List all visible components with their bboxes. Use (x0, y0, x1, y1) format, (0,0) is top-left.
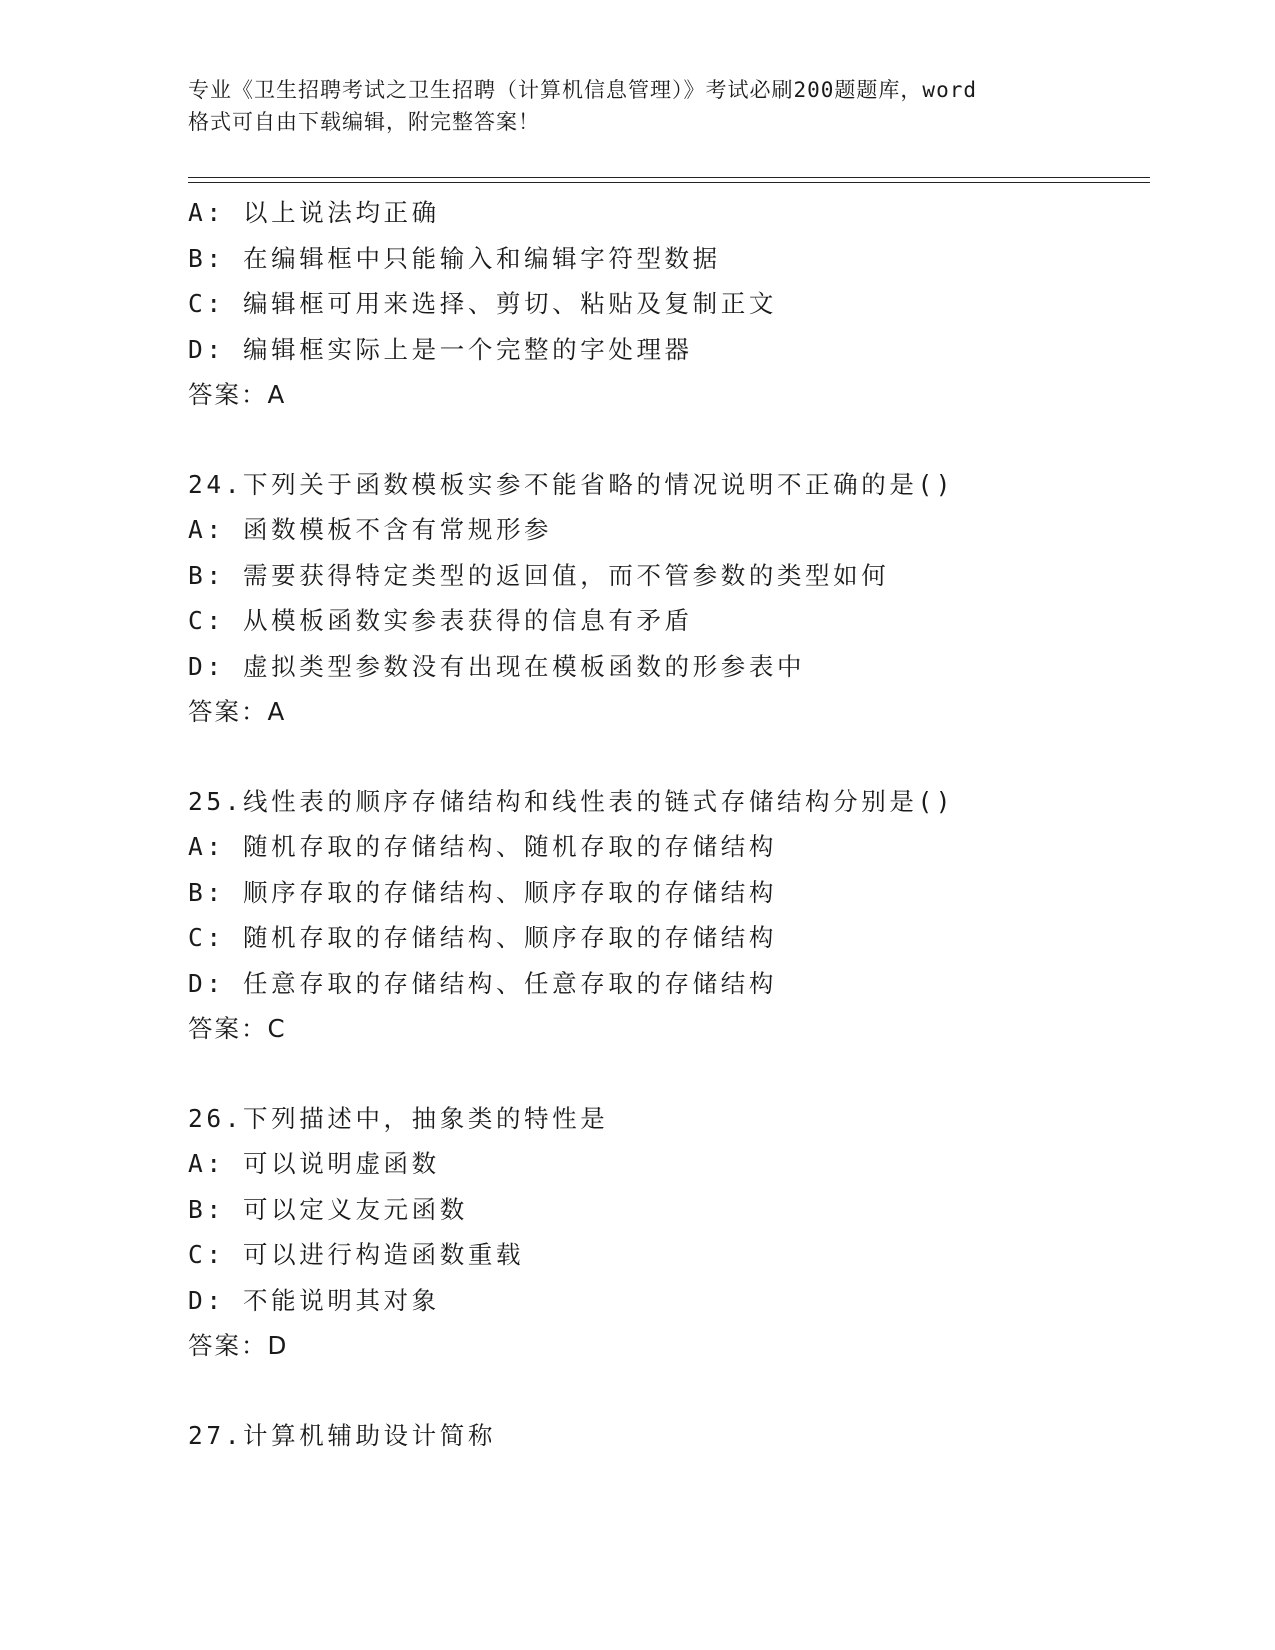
question-block-23 (188, 190, 1150, 418)
document-header (188, 74, 1088, 138)
option-b: B: 需要获得特定类型的返回值，而不管参数的类型如何 (188, 560, 890, 590)
option-a: A: 以上说法均正确 (188, 198, 440, 227)
question-block-26 (188, 1096, 1150, 1369)
option-b: B: 可以定义友元函数 (188, 1194, 468, 1224)
header-divider-bottom (188, 182, 1150, 183)
option-a: A: 随机存取的存储结构、随机存取的存储结构 (188, 832, 777, 861)
header-line-2: 格式可自由下载编辑，附完整答案！ (188, 110, 540, 134)
question-stem: 24.下列关于函数模板实参不能省略的情况说明不正确的是() (188, 469, 955, 499)
answer-line: 答案：A (188, 697, 287, 726)
option-d: D: 虚拟类型参数没有出现在模板函数的形参表中 (188, 651, 806, 681)
spacer (188, 1369, 1150, 1413)
question-block-25 (188, 779, 1150, 1052)
question-stem: 25.线性表的顺序存储结构和线性表的链式存储结构分别是() (188, 786, 955, 816)
option-d: D: 编辑框实际上是一个完整的字处理器 (188, 334, 693, 364)
option-c: C: 从模板函数实参表获得的信息有矛盾 (188, 606, 693, 635)
spacer (188, 735, 1150, 779)
option-c: C: 可以进行构造函数重载 (188, 1240, 525, 1269)
question-block-24 (188, 462, 1150, 735)
question-list (188, 190, 1150, 1458)
header-line-1: 专业《卫生招聘考试之卫生招聘（计算机信息管理）》考试必刷200题题库，word (188, 78, 977, 102)
spacer (188, 418, 1150, 462)
header-divider-top (188, 177, 1150, 178)
question-stem: 26.下列描述中，抽象类的特性是 (188, 1103, 609, 1133)
option-d: D: 不能说明其对象 (188, 1285, 440, 1315)
option-c: C: 随机存取的存储结构、顺序存取的存储结构 (188, 923, 777, 952)
answer-line: 答案：C (188, 1014, 287, 1043)
option-b: B: 顺序存取的存储结构、顺序存取的存储结构 (188, 877, 777, 907)
option-a: A: 可以说明虚函数 (188, 1149, 440, 1178)
option-a: A: 函数模板不含有常规形参 (188, 515, 553, 544)
spacer (188, 1052, 1150, 1096)
answer-line: 答案：D (188, 1331, 289, 1360)
option-d: D: 任意存取的存储结构、任意存取的存储结构 (188, 968, 777, 998)
option-c: C: 编辑框可用来选择、剪切、粘贴及复制正文 (188, 289, 777, 318)
question-stem: 27.计算机辅助设计简称 (188, 1420, 496, 1450)
question-block-27 (188, 1413, 1150, 1459)
option-b: B: 在编辑框中只能输入和编辑字符型数据 (188, 243, 721, 273)
answer-line: 答案：A (188, 380, 287, 409)
